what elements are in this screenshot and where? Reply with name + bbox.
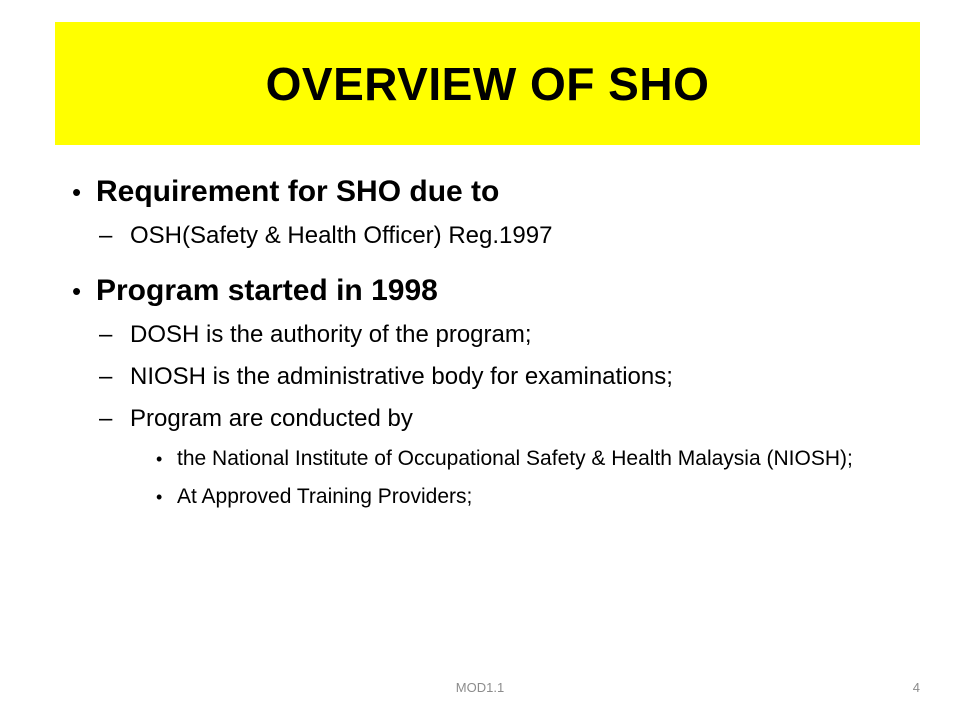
dash-marker: – (99, 405, 113, 432)
sub-bullet-text: Program are conducted by (130, 405, 413, 432)
bullet-dot: • (72, 276, 82, 306)
dash-marker: – (99, 222, 113, 249)
sub-bullet-text: DOSH is the authority of the program; (130, 321, 532, 348)
sub-bullet-osh-reg (72, 220, 932, 251)
slide-title: OVERVIEW OF SHO (265, 57, 710, 110)
slide-content (72, 172, 932, 510)
bullet-requirement (72, 172, 932, 212)
footer-label: MOD1.1 (455, 680, 505, 695)
title-bar (55, 22, 920, 145)
bullet-dot: • (156, 449, 163, 469)
sub-sub-bullet-text: the National Institute of Occupational Safety & Health Malaysia (NIOSH); (177, 447, 853, 470)
page-number: 4 (912, 680, 920, 695)
sub-sub-bullet-text: At Approved Training Providers; (177, 485, 473, 508)
dash-marker: – (99, 363, 113, 390)
sub-sub-bullet-training-providers (72, 484, 932, 510)
bullet-text: Program started in 1998 (96, 274, 438, 307)
sub-bullet-niosh (72, 361, 932, 392)
bullet-program-started (72, 271, 932, 311)
sub-sub-bullet-niosh-institute (72, 446, 932, 472)
bullet-dot: • (156, 487, 163, 507)
sub-bullet-dosh (72, 319, 932, 350)
sub-bullet-text: NIOSH is the administrative body for examinations; (130, 363, 673, 390)
bullet-text: Requirement for SHO due to (96, 175, 500, 208)
bullet-dot: • (72, 177, 82, 207)
sub-bullet-conducted-by (72, 403, 932, 434)
dash-marker: – (99, 321, 113, 348)
sub-bullet-text: OSH(Safety & Health Officer) Reg.1997 (130, 222, 553, 249)
